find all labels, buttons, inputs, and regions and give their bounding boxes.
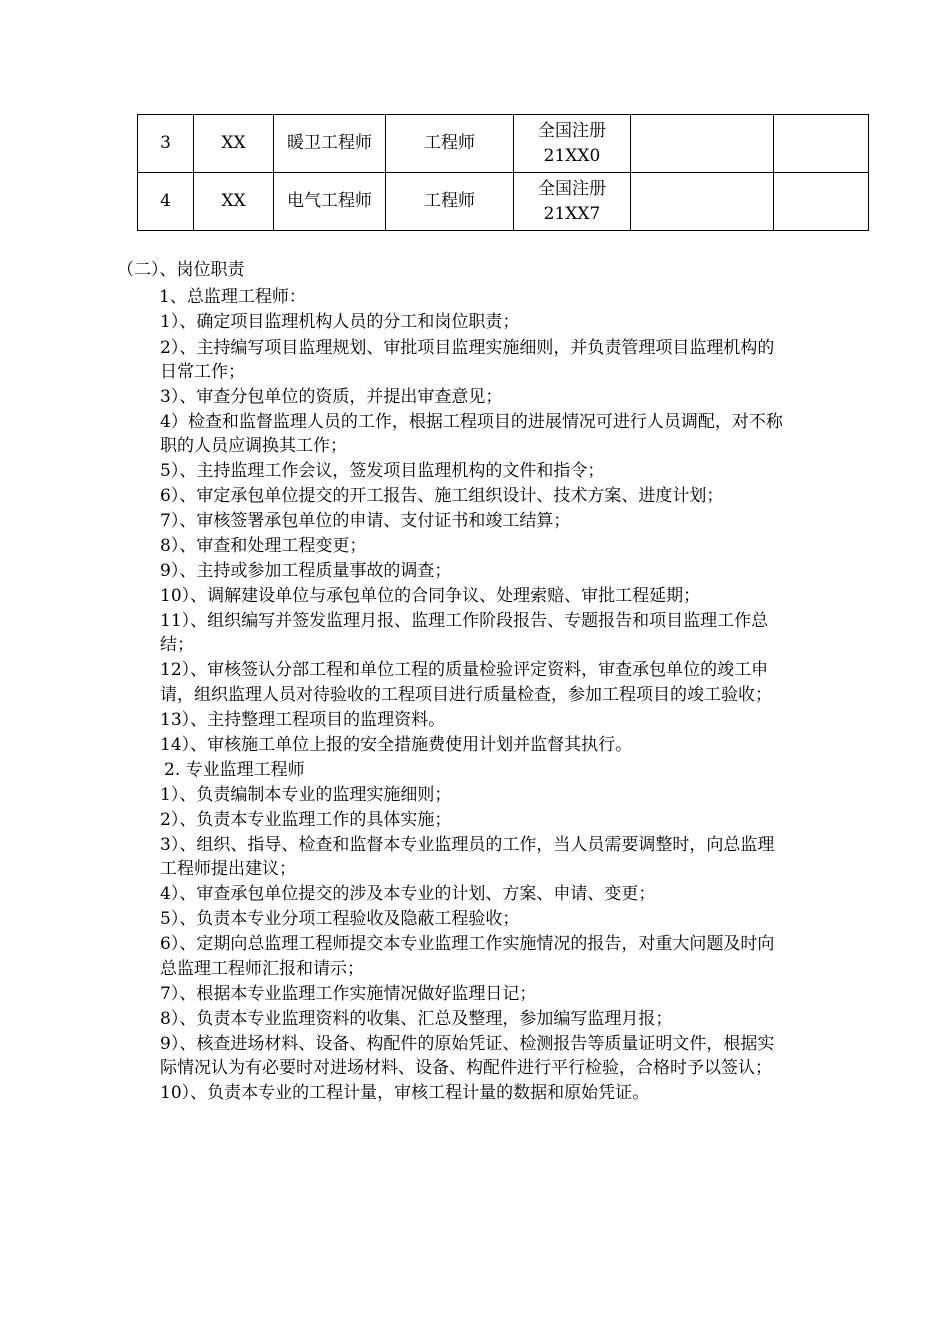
duty-line: 11）、组织编写并签发监理月报、监理工作阶段报告、专题报告和项目监理工作总 bbox=[160, 611, 769, 631]
cell-title: 工程师 bbox=[386, 173, 514, 231]
duty-line: 13）、主持整理工程项目的监理资料。 bbox=[160, 710, 446, 730]
duty-line: 10）、负责本专业的工程计量，审核工程计量的数据和原始凭证。 bbox=[160, 1083, 650, 1103]
cell-no: 4 bbox=[138, 173, 194, 231]
cell-title: 工程师 bbox=[386, 115, 514, 173]
duty-line: 4）、审查承包单位提交的涉及本专业的计划、方案、申请、变更； bbox=[160, 884, 656, 904]
cell-certificate bbox=[514, 173, 631, 231]
cell-certificate bbox=[514, 115, 631, 173]
duty-line: 3）、审查分包单位的资质，并提出审查意见； bbox=[160, 387, 503, 407]
cell-name: XX bbox=[194, 115, 274, 173]
duty-line: 6）、定期向总监理工程师提交本专业监理工作实施情况的报告，对重大问题及时向 bbox=[160, 934, 775, 954]
specialist-engineer-title: 2. 专业监理工程师 bbox=[164, 760, 305, 780]
duty-line: 4）检查和监督监理人员的工作，根据工程项目的进展情况可进行人员调配，对不称 bbox=[160, 412, 783, 432]
duty-line: 工程师提出建议； bbox=[160, 859, 296, 879]
duty-line: 2）、负责本专业监理工作的具体实施； bbox=[160, 810, 452, 830]
cell-extra-1 bbox=[631, 173, 774, 231]
duty-line: 结； bbox=[160, 635, 194, 655]
duty-line: 请，组织监理人员对待验收的工程项目进行质量检查，参加工程项目的竣工验收； bbox=[160, 685, 772, 705]
cert-line-1: 全国注册 bbox=[538, 120, 606, 141]
cell-extra-1 bbox=[631, 115, 774, 173]
duty-line: 9）、主持或参加工程质量事故的调查； bbox=[160, 561, 452, 581]
cell-extra-2 bbox=[774, 173, 869, 231]
section-heading: （二）、岗位职责 bbox=[117, 260, 245, 280]
duty-line: 7）、审核签署承包单位的申请、支付证书和竣工结算； bbox=[160, 511, 571, 531]
duty-line: 际情况认为有必要时对进场材料、设备、构配件进行平行检验，合格时予以签认； bbox=[160, 1058, 772, 1078]
cert-line-2: 21XX0 bbox=[543, 145, 601, 166]
staff-table bbox=[137, 114, 869, 231]
cell-position: 暖卫工程师 bbox=[274, 115, 386, 173]
chief-engineer-title: 1、总监理工程师： bbox=[159, 287, 306, 307]
duty-line: 14）、审核施工单位上报的安全措施费使用计划并监督其执行。 bbox=[160, 735, 633, 755]
duty-line: 总监理工程师汇报和请示； bbox=[160, 959, 364, 979]
cell-name: XX bbox=[194, 173, 274, 231]
cell-extra-2 bbox=[774, 115, 869, 173]
duty-line: 10）、调解建设单位与承包单位的合同争议、处理索赔、审批工程延期； bbox=[160, 586, 701, 606]
duty-line: 8）、负责本专业监理资料的收集、汇总及整理，参加编写监理月报； bbox=[160, 1009, 673, 1029]
duty-line: 6）、审定承包单位提交的开工报告、施工组织设计、技术方案、进度计划； bbox=[160, 486, 724, 506]
duty-line: 8）、审查和处理工程变更； bbox=[160, 536, 367, 556]
duty-line: 12）、审核签认分部工程和单位工程的质量检验评定资料，审查承包单位的竣工申 bbox=[160, 660, 769, 680]
duty-line: 7）、根据本专业监理工作实施情况做好监理日记； bbox=[160, 984, 537, 1004]
duty-line: 职的人员应调换其工作； bbox=[160, 436, 347, 456]
duty-line: 1）、负责编制本专业的监理实施细则； bbox=[160, 785, 452, 805]
cell-no: 3 bbox=[138, 115, 194, 173]
duty-line: 3）、组织、指导、检查和监督本专业监理员的工作，当人员需要调整时，向总监理 bbox=[160, 835, 775, 855]
duty-line: 9）、核查进场材料、设备、构配件的原始凭证、检测报告等质量证明文件，根据实 bbox=[160, 1034, 775, 1054]
cert-line-2: 21XX7 bbox=[543, 203, 601, 224]
cert-line-1: 全国注册 bbox=[538, 178, 606, 199]
duty-line: 日常工作； bbox=[160, 362, 245, 382]
duty-line: 5）、主持监理工作会议，签发项目监理机构的文件和指令； bbox=[160, 461, 605, 481]
table-row bbox=[138, 173, 869, 231]
cell-position: 电气工程师 bbox=[274, 173, 386, 231]
duty-line: 2）、主持编写项目监理规划、审批项目监理实施细则，并负责管理项目监理机构的 bbox=[160, 338, 775, 358]
duty-line: 5）、负责本专业分项工程验收及隐蔽工程验收； bbox=[160, 909, 520, 929]
table-row bbox=[138, 115, 869, 173]
duty-line: 1）、确定项目监理机构人员的分工和岗位职责； bbox=[160, 312, 520, 332]
